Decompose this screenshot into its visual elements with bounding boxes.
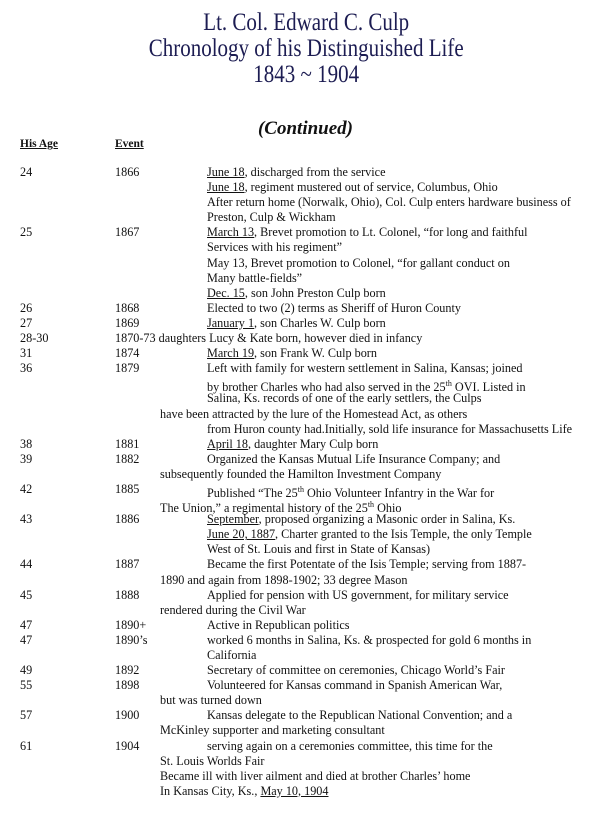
- event-description: McKinley supporter and marketing consultant: [160, 723, 385, 738]
- event-text: [207, 271, 302, 286]
- event-description: Left with family for western settlement in Salina, Kansas; joined: [207, 361, 523, 376]
- chronology-line: [0, 542, 611, 557]
- chronology-line: [0, 467, 611, 482]
- event-text: [160, 693, 262, 708]
- document-title: Lt. Col. Edward C. Culp: [203, 9, 410, 36]
- event-description: , son Frank W. Culp born: [254, 346, 377, 361]
- chronology-line: [0, 240, 611, 255]
- event-text: [207, 512, 515, 527]
- event-description: , discharged from the service: [244, 165, 386, 179]
- chronology-line: [0, 573, 611, 588]
- event-description: Kansas delegate to the Republican National Convention; and a: [207, 708, 513, 723]
- event-description: Organized the Kansas Mutual Life Insurance Company; and: [207, 451, 501, 466]
- age-cell: 27: [20, 315, 33, 330]
- event-text: [207, 739, 493, 754]
- event-description: from Huron county had.Initially, sold life insurance for Massachusetts Life: [207, 421, 573, 436]
- event-text: [160, 769, 470, 784]
- age-cell: 36: [20, 361, 33, 376]
- event-date: Dec. 15: [207, 285, 245, 300]
- age-cell: 45: [20, 587, 33, 602]
- year-cell: 1898: [115, 678, 140, 693]
- year-cell: 1904: [115, 738, 140, 753]
- event-description: have been attracted by the lure of the Homestead Act, as others: [160, 406, 468, 421]
- age-cell: 24: [20, 165, 33, 179]
- event-date: June 18: [207, 180, 245, 195]
- event-description: , son John Preston Culp born: [244, 285, 386, 300]
- event-description: The Union,” a regimental history of the 25: [160, 501, 368, 516]
- event-text: [207, 391, 482, 406]
- date-range: 1843 ~ 1904: [253, 61, 360, 88]
- event-text: [160, 723, 385, 738]
- event-date: September: [207, 512, 259, 527]
- chronology-line: [0, 195, 611, 210]
- event-date: April 18: [207, 436, 248, 451]
- event-description-continued: Ohio Volunteer Infantry in the War for: [303, 486, 495, 501]
- year-cell: 1892: [115, 663, 140, 678]
- year-cell: 1900: [115, 708, 140, 723]
- age-cell: 43: [20, 512, 33, 527]
- event-description: by brother Charles who had also served in the 25: [207, 380, 446, 395]
- chronology-line: [0, 271, 611, 286]
- event-description: California: [207, 648, 257, 662]
- event-description: After return home (Norwalk, Ohio), Col. Culp enters hardware business of: [207, 195, 571, 210]
- chronology-line: [0, 618, 611, 633]
- event-text: [207, 316, 386, 331]
- event-text: [207, 301, 461, 316]
- chronology-line: [0, 648, 611, 663]
- chronology-line: [0, 497, 611, 516]
- age-cell: 47: [20, 617, 33, 632]
- chronology-line: [0, 708, 611, 723]
- event-text: [160, 603, 306, 618]
- event-description: Services with his regiment”: [207, 240, 343, 255]
- event-description-continued: Ohio: [374, 501, 402, 516]
- event-text: [207, 165, 385, 180]
- chronology-line: [0, 180, 611, 195]
- event-description: , regiment mustered out of service, Columbus, Ohio: [244, 180, 498, 195]
- chronology-line: [0, 769, 611, 784]
- ordinal-suffix: th: [297, 484, 304, 494]
- chronology-line: [0, 588, 611, 603]
- death-date: May 10, 1904: [260, 783, 329, 798]
- age-cell: 38: [20, 436, 33, 451]
- event-text: [207, 557, 526, 572]
- chronology-line: [0, 452, 611, 467]
- age-cell: 47: [20, 632, 33, 647]
- chronology-line: [0, 407, 611, 422]
- event-description: Published “The 25: [207, 486, 298, 501]
- chronology-line: [0, 481, 611, 501]
- event-text: [207, 256, 510, 271]
- chronology-line: [0, 346, 611, 361]
- age-cell: 55: [20, 678, 33, 693]
- chronology-line: [0, 784, 611, 799]
- event-text: [207, 527, 532, 542]
- year-cell: 1868: [115, 300, 140, 315]
- age-cell: 28-30: [20, 331, 49, 346]
- chronology-line: [0, 693, 611, 708]
- event-text: [207, 648, 256, 663]
- event-description-continued: OVI. Listed in: [451, 380, 526, 395]
- event-text: [207, 240, 342, 255]
- event-text: [207, 225, 528, 240]
- year-cell: 1867: [115, 225, 140, 240]
- chronology-line: [0, 376, 611, 395]
- event-text: [207, 618, 350, 633]
- event-description: 1870-73 daughters Lucy & Kate born, however died in infancy: [115, 331, 423, 346]
- event-description: Many battle-fields”: [207, 270, 303, 285]
- event-text: [115, 331, 422, 346]
- event-description: subsequently founded the Hamilton Investment Company: [160, 466, 442, 481]
- chronology-line: [0, 331, 611, 346]
- age-cell: 25: [20, 225, 33, 240]
- year-cell: 1888: [115, 587, 140, 602]
- event-description: , Brevet promotion to Lt. Colonel, “for long and faithful: [254, 225, 528, 240]
- event-description: Elected to two (2) terms as Sheriff of Huron County: [207, 300, 461, 315]
- age-cell: 31: [20, 346, 33, 361]
- event-text: [207, 663, 505, 678]
- event-date: March 19: [207, 346, 255, 361]
- chronology-line: [0, 739, 611, 754]
- event-date: March 13: [207, 225, 255, 240]
- age-cell: 26: [20, 300, 33, 315]
- event-description: Became the first Potentate of the Isis Temple; serving from 1887-: [207, 557, 527, 572]
- event-text: [160, 573, 407, 588]
- event-description: Applied for pension with US government, for military service: [207, 587, 509, 602]
- event-text: [207, 286, 386, 301]
- event-description: rendered during the Civil War: [160, 602, 306, 617]
- chronology-line: [0, 225, 611, 240]
- year-cell: 1881: [115, 436, 140, 451]
- event-text: [207, 422, 572, 437]
- chronology-line: [0, 633, 611, 648]
- chronology-line: [0, 678, 611, 693]
- event-text: [207, 542, 430, 557]
- column-header-event: Event: [115, 138, 144, 150]
- age-cell: 57: [20, 708, 33, 723]
- age-cell: 39: [20, 451, 33, 466]
- chronology-line: [0, 256, 611, 271]
- year-cell: 1882: [115, 451, 140, 466]
- event-text: [207, 361, 522, 376]
- year-cell: 1866: [115, 165, 140, 179]
- chronology-line: [0, 557, 611, 572]
- chronology-line: [0, 663, 611, 678]
- column-header-age: His Age: [20, 138, 59, 150]
- event-description: worked 6 months in Salina, Ks. & prospected for gold 6 months in: [207, 632, 532, 647]
- year-cell: 1890+: [115, 617, 147, 632]
- event-description: May 13, Brevet promotion to Colonel, “for gallant conduct on: [207, 255, 510, 270]
- event-text: [207, 210, 336, 225]
- age-cell: 44: [20, 557, 33, 572]
- chronology-list: [0, 165, 611, 799]
- year-cell: 1874: [115, 346, 140, 361]
- age-cell: 42: [20, 481, 33, 496]
- year-cell: 1879: [115, 361, 140, 376]
- chronology-line: [0, 301, 611, 316]
- chronology-line: [0, 422, 611, 437]
- year-cell: 1890’s: [115, 632, 148, 647]
- event-text: [207, 180, 498, 195]
- event-text: [160, 407, 467, 422]
- year-cell: 1886: [115, 512, 140, 527]
- continued-label: (Continued): [257, 118, 354, 139]
- age-cell: 61: [20, 738, 33, 753]
- chronology-line: [0, 165, 611, 180]
- chronology-line: [0, 286, 611, 301]
- event-description: but was turned down: [160, 693, 262, 708]
- event-description: West of St. Louis and first in State of Kansas): [207, 542, 431, 557]
- chronology-line: [0, 723, 611, 738]
- chronology-line: [0, 437, 611, 452]
- event-description: In Kansas City, Ks.,: [160, 783, 261, 798]
- event-text: [207, 437, 378, 452]
- event-text: [207, 346, 377, 361]
- event-text: [207, 708, 512, 723]
- chronology-line: [0, 754, 611, 769]
- chronology-line: [0, 527, 611, 542]
- chronology-line: [0, 512, 611, 527]
- year-cell: 1869: [115, 315, 140, 330]
- event-description: Salina, Ks. records of one of the early settlers, the Culps: [207, 391, 482, 406]
- event-text: [160, 467, 441, 482]
- event-date: June 20, 1887: [207, 527, 276, 542]
- chronology-line: [0, 210, 611, 225]
- chronology-line: [0, 391, 611, 406]
- chronology-line: [0, 603, 611, 618]
- year-cell: 1887: [115, 557, 140, 572]
- event-date: January 1: [207, 315, 255, 330]
- event-description: 1890 and again from 1898-1902; 33 degree Mason: [160, 572, 408, 587]
- ordinal-suffix: th: [445, 379, 452, 389]
- event-text: [207, 633, 531, 648]
- event-text: [207, 678, 502, 693]
- event-text: [160, 754, 264, 769]
- event-description: St. Louis Worlds Fair: [160, 753, 265, 768]
- event-date: June 18: [207, 165, 245, 179]
- chronology-line: [0, 361, 611, 376]
- event-description: , daughter Mary Culp born: [247, 436, 379, 451]
- document-subtitle: Chronology of his Distinguished Life: [148, 35, 464, 62]
- ordinal-suffix: th: [367, 500, 375, 510]
- event-description: , son Charles W. Culp born: [254, 315, 386, 330]
- chronology-line: [0, 316, 611, 331]
- event-description: Preston, Culp & Wickham: [207, 210, 336, 225]
- event-description: , proposed organizing a Masonic order in Salina, Ks.: [258, 512, 516, 527]
- event-description: Secretary of committee on ceremonies, Chicago World’s Fair: [207, 663, 505, 678]
- event-text: [160, 784, 328, 799]
- year-cell: 1885: [115, 481, 140, 496]
- event-description: serving again on a ceremonies committee, this time for the: [207, 738, 493, 753]
- event-description: Volunteered for Kansas command in Spanish American War,: [207, 678, 503, 693]
- event-description: Active in Republican politics: [207, 617, 350, 632]
- event-text: [207, 452, 500, 467]
- event-text: [207, 588, 509, 603]
- event-text: [207, 195, 571, 210]
- event-description: , Charter granted to the Isis Temple, the only Temple: [275, 527, 532, 542]
- event-description: Became ill with liver ailment and died at brother Charles’ home: [160, 768, 471, 783]
- age-cell: 49: [20, 663, 33, 678]
